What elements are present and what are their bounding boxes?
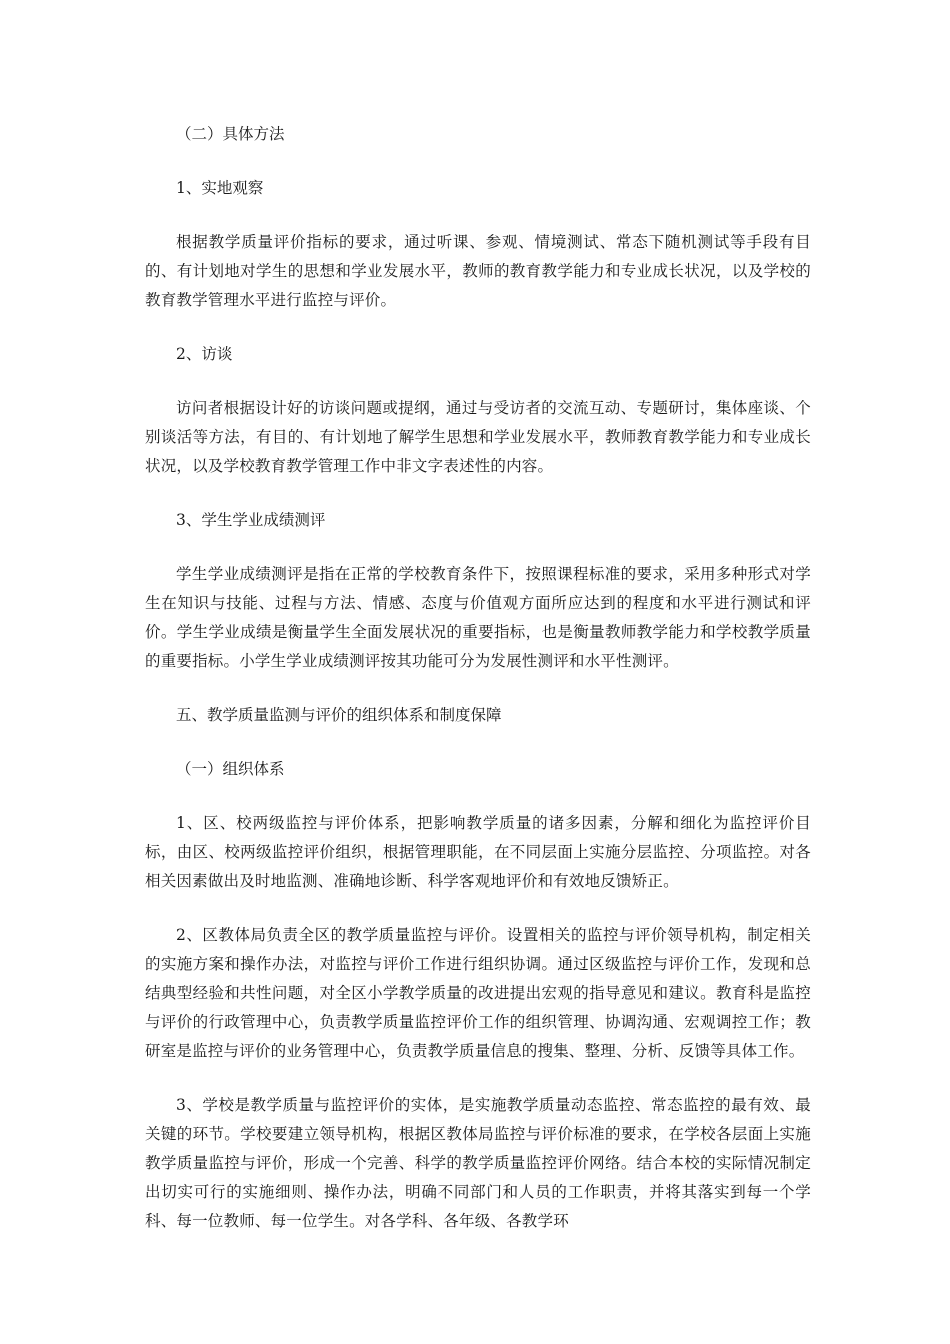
paragraph-school-entity: 3、学校是教学质量与监控评价的实体，是实施教学质量动态监控、常态监控的最有效、最关键的环节。学校要建立领导机构，根据区教体局监控与评价标准的要求，在学校各层面上实施教学质量监控与评价，形成一个完善、科学的教学质量监控评价网络。结合本校的实际情况制定出切实可行的实施细则、操作办法，明确不同部门和人员的工作职责，并将其落实到每一个学科、每一位教师、每一位学生。对各学科、各年级、各教学环 (145, 1096, 811, 1230)
subheading-field-observation: 1、实地观察 (176, 179, 264, 197)
paragraph-district-bureau: 2、区教体局负责全区的教学质量监控与评价。设置相关的监控与评价领导机构，制定相关的实施方案和操作办法，对监控与评价工作进行组织协调。通过区级监控与评价工作，发现和总结典型经验和共性问题，对全区小学教学质量的改进提出宏观的指导意见和建议。教育科是监控与评价的行政管理中心，负责教学质量监控评价工作的组织管理、协调沟通、宏观调控工作；教研室是监控与评价的业务管理中心，负责教学质量信息的搜集、整理、分析、反馈等具体工作。 (145, 926, 811, 1060)
subheading-academic-assessment: 3、学生学业成绩测评 (176, 511, 326, 529)
section-heading-organization-system: 五、教学质量监测与评价的组织体系和制度保障 (176, 706, 502, 724)
document-page (145, 120, 811, 1236)
paragraph-two-level-system: 1、区、校两级监控与评价体系，把影响教学质量的诸多因素，分解和细化为监控评价目标，由区、校两级监控评价组织，根据管理职能，在不同层面上实施分层监控、分项监控。对各相关因素做出及时地监测、准确地诊断、科学客观地评价和有效地反馈矫正。 (145, 814, 811, 890)
section-heading-specific-methods: （二）具体方法 (176, 125, 285, 143)
subheading-interview: 2、访谈 (176, 345, 233, 363)
subheading-organization: （一）组织体系 (176, 760, 285, 778)
paragraph-academic-assessment: 学生学业成绩测评是指在正常的学校教育条件下，按照课程标准的要求，采用多种形式对学生在知识与技能、过程与方法、情感、态度与价值观方面所应达到的程度和水平进行测试和评价。学生学业成绩是衡量学生全面发展状况的重要指标，也是衡量教师教学能力和学校教学质量的重要指标。小学生学业成绩测评按其功能可分为发展性测评和水平性测评。 (145, 565, 811, 670)
paragraph-field-observation: 根据教学质量评价指标的要求，通过听课、参观、情境测试、常态下随机测试等手段有目的、有计划地对学生的思想和学业发展水平，教师的教育教学能力和专业成长状况，以及学校的教育教学管理水平进行监控与评价。 (145, 233, 811, 309)
paragraph-interview: 访问者根据设计好的访谈问题或提纲，通过与受访者的交流互动、专题研讨，集体座谈、个别谈活等方法，有目的、有计划地了解学生思想和学业发展水平，教师教育教学能力和专业成长状况，以及学校教育教学管理工作中非文字表述性的内容。 (145, 399, 811, 475)
